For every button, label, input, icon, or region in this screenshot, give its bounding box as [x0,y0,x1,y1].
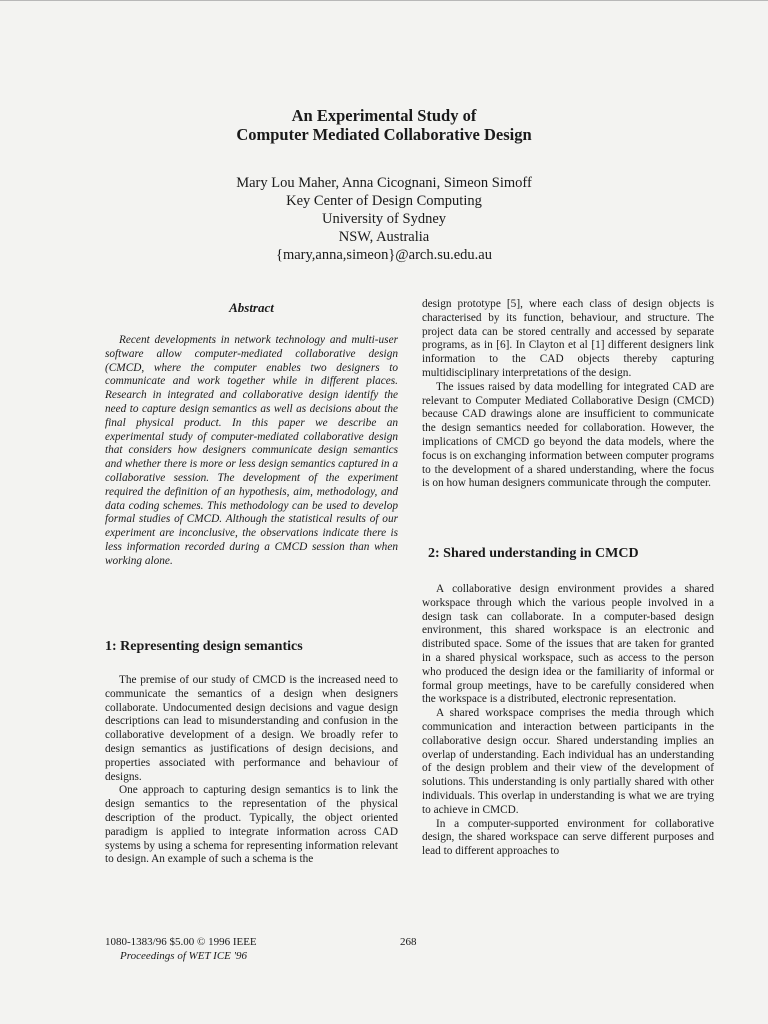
author-affiliation: Key Center of Design Computing [286,193,482,209]
paper-title-line-2: Computer Mediated Collaborative Design [236,125,532,144]
author-email: {mary,anna,simeon}@arch.su.edu.au [276,247,492,263]
section-2-paragraph: A shared workspace comprises the media through which communication and interaction between participants in the collaborative design occur. Shared understanding implies an overlap of understanding. Each individual has an understanding of the design problem and their view of the development of solutions. This understanding is only partially shared with other individuals. This overlap in understanding is what we are trying to achieve in CMCD. [422,707,714,816]
section-2-body [422,583,714,859]
right-column-body [422,298,714,491]
section-1-body [105,674,398,867]
section-1-paragraph: The premise of our study of CMCD is the increased need to communicate the semantics of a design when designers collaborate. Undocumented design decisions and vague design descriptions can lead to misunderstanding and confusion in the collaborative development of a design. We broadly refer to design semantics as justifications of design decisions, and properties associated with performance and behaviour of designs. [105,674,398,783]
paper-title-line-1: An Experimental Study of [291,106,477,125]
section-1-heading: 1: Representing design semantics [105,639,303,654]
author-location: NSW, Australia [338,229,430,245]
right-column-paragraph: The issues raised by data modelling for integrated CAD are relevant to Computer Mediated Collaborative Design (CMCD) because CAD drawings alone are insufficient to communicate the design semantics needed for collaboration. However, the implications of CMCD go beyond the data models, where the focus is on exchanging information between computer programs to the development of a shared understanding, where the focus is on how human designers communicate through the computer. [422,380,714,490]
page-top-border [0,0,768,1]
section-2-paragraph: In a computer-supported environment for collaborative design, the shared workspace can serve different purposes and lead to different approaches to [422,817,714,858]
page-number: 268 [400,936,417,948]
abstract-body [105,334,398,569]
abstract-heading: Abstract [229,300,274,315]
right-column-paragraph: design prototype [5], where each class of design objects is characterised by its function, behaviour, and structure. The project data can be stored centrally and accessed by separate programs, as in [6]. In Clayton et al [1] different designers link information to the CAD objects thereby capturing multidisciplinary interpretations of the design. [422,298,714,379]
author-university: University of Sydney [321,211,447,227]
footer-issn: 1080-1383/96 $5.00 © 1996 IEEE [105,936,257,948]
section-2-paragraph: A collaborative design environment provides a shared workspace through which the various people involved in a design task can collaborate. In a computer-based design environment, this shared workspace is an electronic and distributed space. Some of the issues that are taken for granted in a shared physical workspace, such as access to the person who produced the design idea or the familiarity of informal or formal group meetings, have to be carefully considered when the workspace is a distributed, electronic representation. [422,583,714,706]
footer-proceedings: Proceedings of WET ICE '96 [120,950,248,962]
section-2-heading: 2: Shared understanding in CMCD [428,546,639,561]
section-1-paragraph: One approach to capturing design semantics is to link the design semantics to the representation of the physical description of the product. Typically, the object oriented paradigm is applied to integrate information across CAD systems by using a schema for representing information relevant to design. An example of such a schema is the [105,784,398,866]
author-names: Mary Lou Maher, Anna Cicognani, Simeon Simoff [236,175,532,191]
abstract-text: Recent developments in network technology and multi-user software allow computer-mediated collaborative design (CMCD, where the computer enables two designers to communicate and work together while in different places. Research in integrated and collaborative design identify the need to capture design semantics as well as decisions about the final physical product. In this paper we describe an experimental study of computer-mediated collaborative design that considers how designers communicate design semantics and whether there is more or less design semantics captured in a collaborative session. The development of the experiment required the definition of an hypothesis, aim, methodology, and data coding schemes. This methodology can be used to develop formal studies of CMCD. Although the statistical results of our experiment are inconclusive, the observations indicate there is less information recorded during a CMCD session than when working alone. [105,334,398,567]
